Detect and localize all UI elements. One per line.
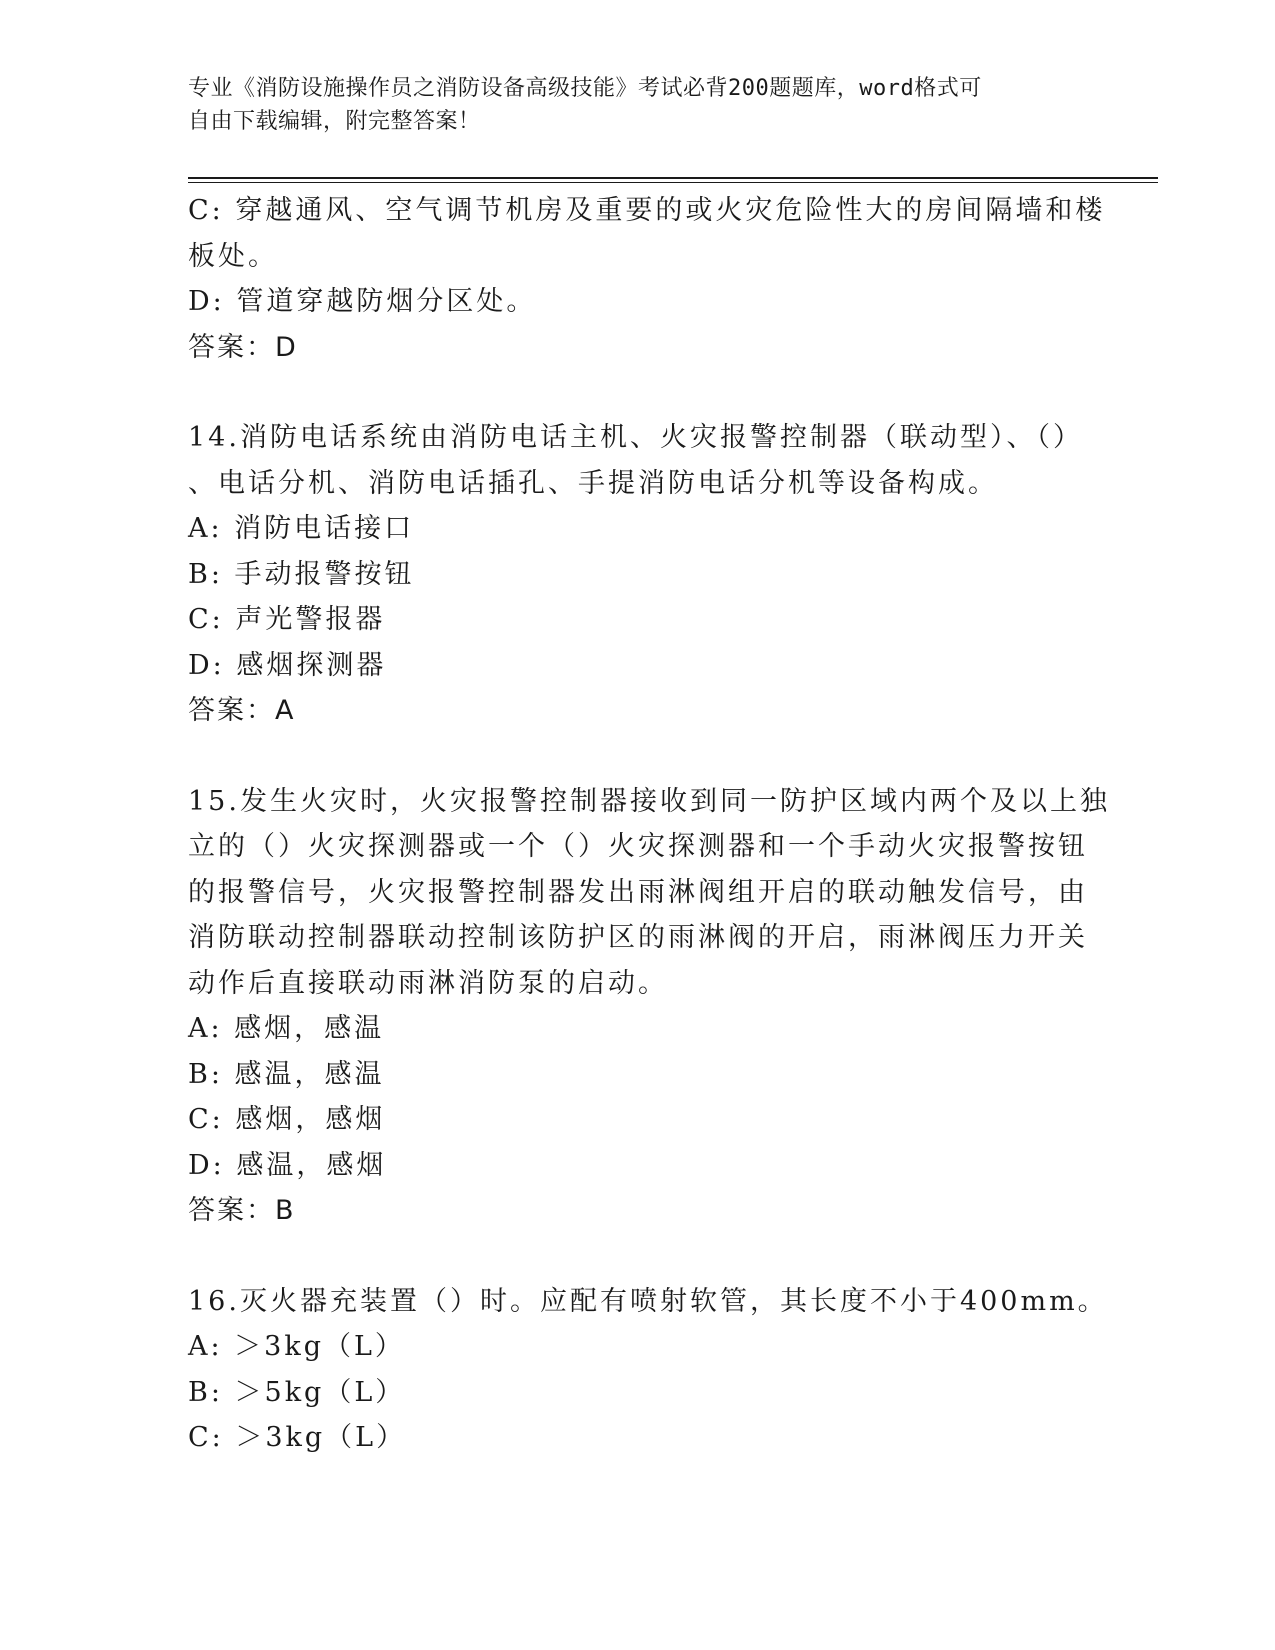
- header-line-1: 专业《消防设施操作员之消防设备高级技能》考试必背200题题库，word格式可: [188, 76, 982, 101]
- question-content: [188, 188, 1110, 1461]
- q15-option-b: B: 感温，感温: [188, 1058, 385, 1090]
- question-13-tail: [188, 188, 1106, 370]
- q13-option-c-line-1: C: 穿越通风、空气调节机房及重要的或火灾危险性大的房间隔墙和楼: [188, 195, 1106, 226]
- q16-option-c: C: ＞3kg（L）: [188, 1422, 407, 1453]
- header-divider-thick: [188, 177, 1158, 179]
- spacer: [188, 1234, 1078, 1279]
- q15-option-a: A: 感烟，感温: [188, 1013, 385, 1044]
- q15-stem-line-4: 消防联动控制器联动控制该防护区的雨淋阀的开启，雨淋阀压力开关: [188, 922, 1088, 953]
- q15-option-c: C: 感烟，感烟: [188, 1104, 386, 1135]
- header-line-2: 自由下载编辑，附完整答案！: [188, 109, 481, 134]
- q14-stem-line-2: 、电话分机、消防电话插孔、手提消防电话分机等设备构成。: [188, 467, 998, 499]
- question-16: [188, 1279, 1108, 1461]
- spacer: [188, 734, 1078, 779]
- question-14: [188, 415, 1083, 734]
- q15-stem-line-3: 的报警信号，火灾报警控制器发出雨淋阀组开启的联动触发信号，由: [188, 876, 1088, 908]
- q15-stem-line-2: 立的（）火灾探测器或一个（）火灾探测器和一个手动火灾报警按钮: [188, 831, 1088, 862]
- q14-option-a: A: 消防电话接口: [188, 513, 415, 544]
- q16-stem-line-1: 16.灭火器充装置（）时。应配有喷射软管，其长度不小于400mm。: [188, 1285, 1108, 1317]
- spacer: [188, 370, 1078, 415]
- q15-stem-line-1: 15.发生火灾时，火灾报警控制器接收到同一防护区域内两个及以上独: [188, 785, 1110, 817]
- document-header: [188, 72, 1088, 138]
- q15-answer: 答案：B: [188, 1195, 296, 1226]
- q13-option-d: D: 管道穿越防烟分区处。: [188, 286, 537, 317]
- question-15: [188, 779, 1110, 1234]
- q16-option-a: A: ＞3kg（L）: [188, 1331, 405, 1362]
- q14-option-d: D: 感烟探测器: [188, 649, 387, 681]
- q14-answer: 答案：A: [188, 695, 296, 726]
- q15-option-d: D: 感温，感烟: [188, 1149, 387, 1181]
- q14-option-c: C: 声光警报器: [188, 604, 386, 635]
- q16-option-b: B: ＞5kg（L）: [188, 1376, 406, 1408]
- q13-option-c-line-2: 板处。: [188, 240, 278, 272]
- header-divider-thin: [188, 182, 1158, 183]
- q13-answer: 答案：D: [188, 331, 298, 363]
- q15-stem-line-5: 动作后直接联动雨淋消防泵的启动。: [188, 967, 668, 999]
- q14-option-b: B: 手动报警按钮: [188, 558, 415, 590]
- q14-stem-line-1: 14.消防电话系统由消防电话主机、火灾报警控制器（联动型）、（）: [188, 422, 1083, 453]
